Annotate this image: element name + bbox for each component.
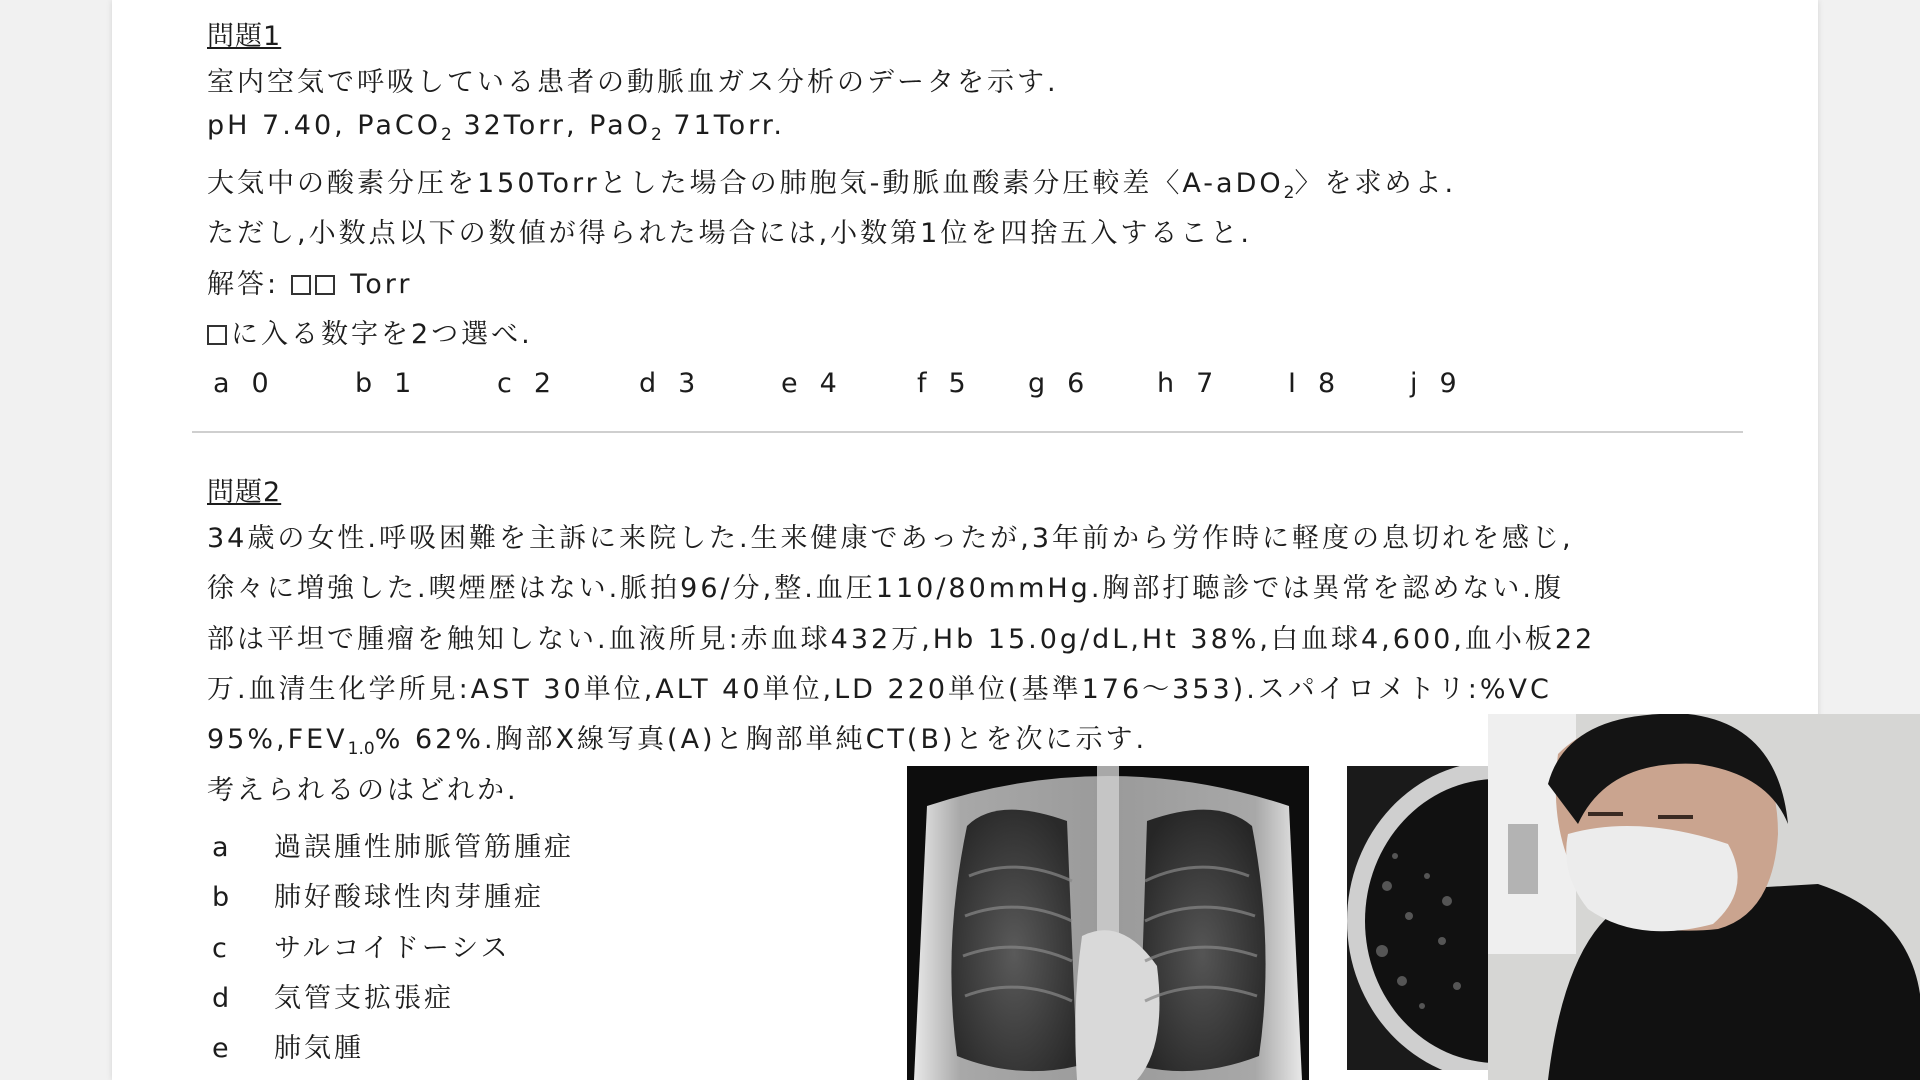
question2-line5: $95\%,FEV_{1.0}\%$ 62%.胸部X線写真(A)と胸部単純CT(B)とを次に示す. (207, 724, 1148, 759)
question1-line2: pH 7.40, PaCO$_2$ 32Torr, PaO$_2$ 71Torr. (207, 110, 786, 145)
choice-c: c 2 (497, 368, 552, 399)
question2-line4: 万.血清生化学所見:AST 30単位,ALT 40単位,LD 220単位(基準176〜353).スパイロメトリ:%VC (207, 674, 1552, 705)
choice-i: I 8 (1288, 368, 1336, 399)
answer-label: 解答: (207, 269, 280, 300)
question1-line3: 大気中の酸素分圧を150Torrとした場合の肺胞気-動脈血酸素分圧較差〈A-aDO$_2$〉を求めよ. (207, 168, 1457, 203)
option-e: e 肺気腫 (212, 1033, 364, 1064)
webcam-video-overlay (1488, 714, 1920, 1080)
chest-ct-image (1347, 766, 1489, 1070)
question2-line3: 部は平坦で腫瘤を触知しない.血液所見:赤血球432万,Hb 15.0g/dL,Ht 38%,白血球4,600,血小板22 (207, 624, 1596, 655)
blank-box-icon (207, 325, 227, 345)
option-a: a 過誤腫性肺脈管筋腫症 (212, 832, 574, 863)
instruction-text: に入る数字を2つ選べ. (231, 319, 533, 350)
choice-h: h 7 (1157, 368, 1214, 399)
option-b: b 肺好酸球性肉芽腫症 (212, 882, 544, 913)
question2-line2: 徐々に増強した.喫煙歴はない.脈拍96/分,整.血圧110/80mmHg.胸部打聴診では異常を認めない.腹 (207, 573, 1564, 604)
question2-prompt: 考えられるのはどれか. (207, 775, 519, 806)
question1-line1: 室内空気で呼吸している患者の動脈血ガス分析のデータを示す. (207, 67, 1059, 98)
choice-g: g 6 (1028, 368, 1085, 399)
answer-box-1 (291, 275, 311, 295)
choice-j: j 9 (1410, 368, 1457, 399)
instruction-line (207, 312, 533, 351)
answer-unit: Torr (350, 269, 413, 300)
answer-line (207, 262, 412, 301)
question2-heading: 問題2 (207, 477, 282, 508)
choice-d: d 3 (639, 368, 696, 399)
option-c: c サルコイドーシス (212, 933, 511, 964)
choice-e: e 4 (781, 368, 837, 399)
question2-line1: 34歳の女性.呼吸困難を主訴に来院した.生来健康であったが,3年前から労作時に軽度の息切れを感じ, (207, 523, 1574, 554)
chest-xray-image (907, 766, 1309, 1080)
choice-a: a 0 (213, 368, 269, 399)
section-divider (192, 431, 1743, 433)
choice-f: f 5 (917, 368, 966, 399)
option-d: d 気管支拡張症 (212, 983, 454, 1014)
question1-heading: 問題1 (207, 21, 282, 52)
choice-b: b 1 (355, 368, 412, 399)
question1-line4: ただし,小数点以下の数値が得られた場合には,小数第1位を四捨五入すること. (207, 218, 1252, 249)
answer-box-2 (315, 275, 335, 295)
